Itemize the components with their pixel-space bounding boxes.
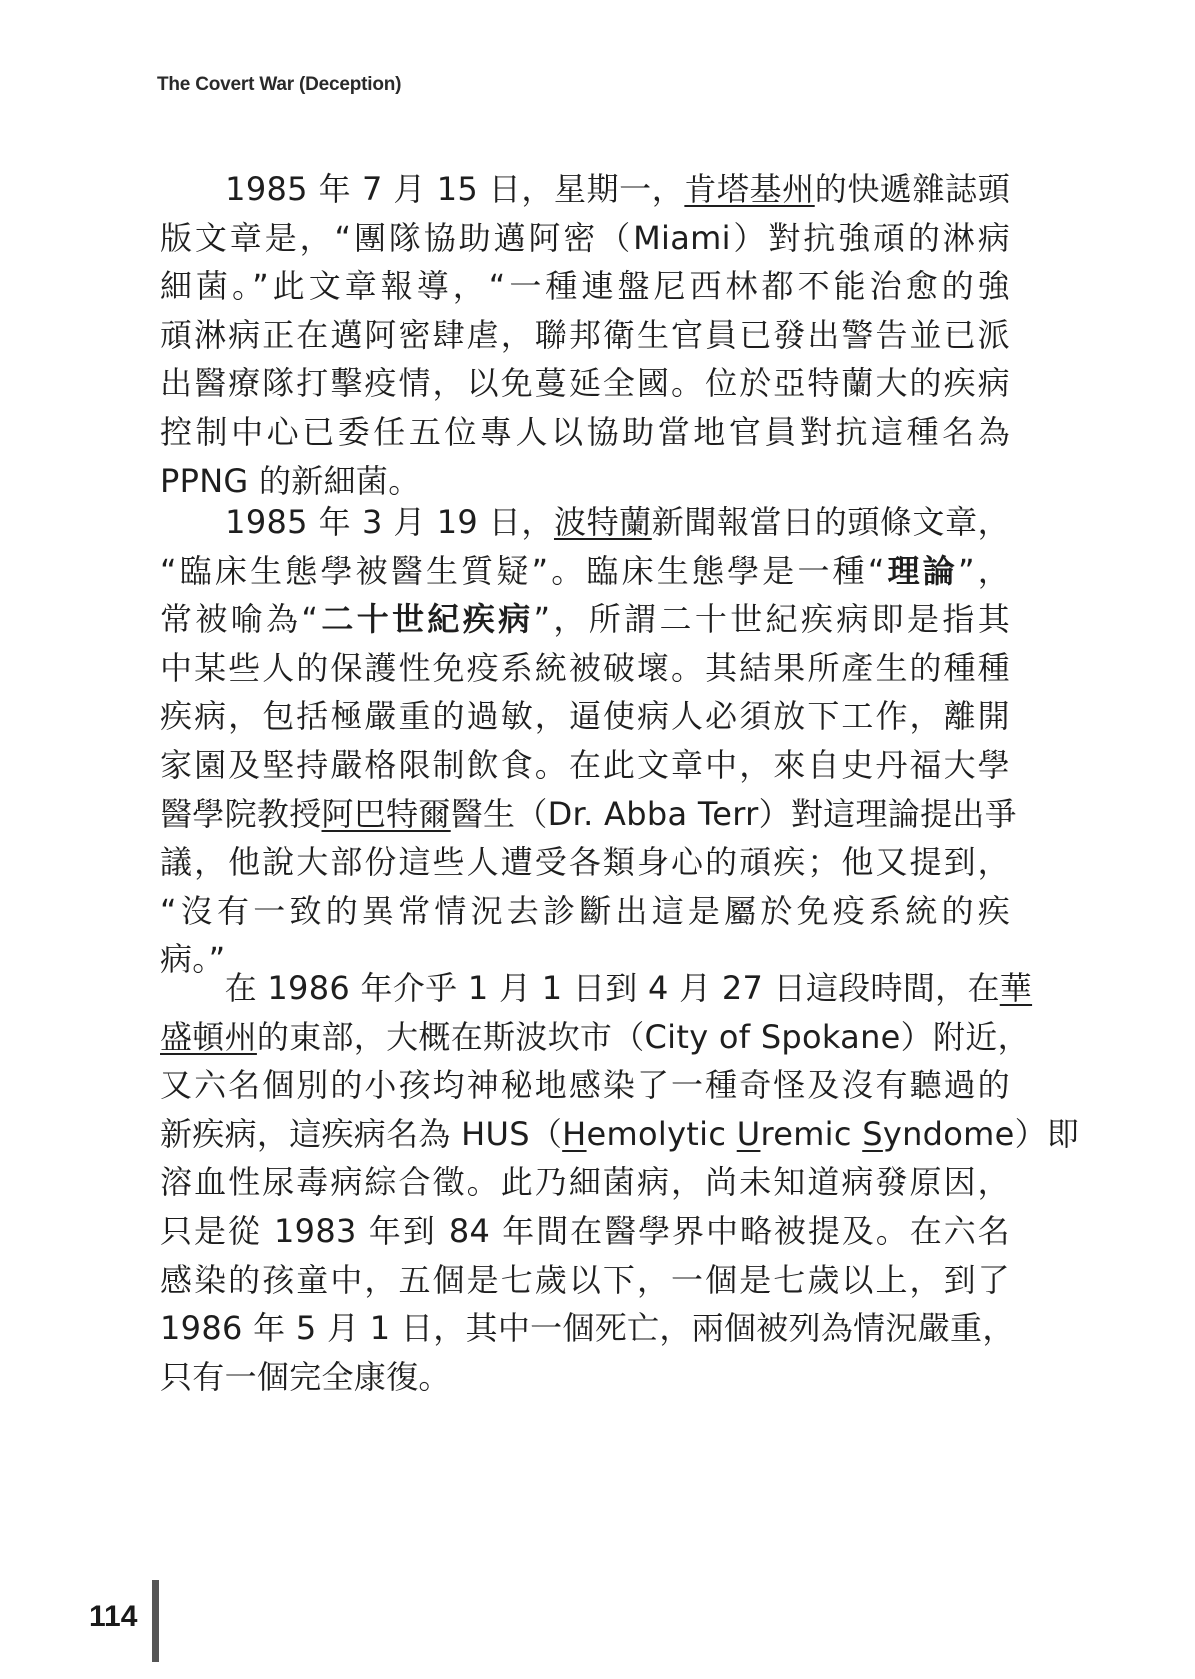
text-run: remic: [760, 1114, 863, 1153]
text-run: 疾病，包括極嚴重的過敏，逼使病人必須放下工作，離開: [160, 697, 1010, 736]
text-line: [160, 547, 1010, 596]
text-run: 控制中心已委任五位專人以協助當地官員對抗這種名為: [160, 412, 1010, 451]
bold-term: 二十世紀疾病: [318, 600, 534, 639]
paragraph-1: [160, 165, 1010, 505]
text-run: 1985 年 7 月 15 日，星期一，: [160, 170, 685, 208]
text-run: 醫生（Dr. Abba Terr）對這理論提出爭: [450, 794, 1017, 833]
paragraph-3: [160, 964, 1080, 1401]
page-number: 114: [89, 1600, 138, 1633]
text-line: [160, 1158, 1010, 1207]
underlined-term: 波特蘭: [553, 503, 652, 541]
text-line: [160, 741, 1010, 790]
text-line: [160, 644, 1010, 693]
text-line: [160, 1061, 1010, 1110]
text-line: [160, 595, 1010, 644]
text-run: 中某些人的保護性免疫系統被破壞。其結果所產生的種種: [160, 648, 1010, 687]
text-line: [160, 1353, 1010, 1402]
running-header: The Covert War (Deception): [157, 74, 402, 95]
text-run: 家園及堅持嚴格限制飲食。在此文章中，來自史丹福大學: [160, 745, 1010, 784]
underlined-term: 盛頓州: [160, 1017, 257, 1056]
text-line: [160, 1304, 1015, 1353]
text-run: ”，所謂二十世紀疾病即是指其: [533, 600, 1010, 639]
text-run: PPNG 的新細菌。: [160, 461, 421, 500]
text-run: 頑淋病正在邁阿密肆虐，聯邦衛生官員已發出警告並已派: [160, 315, 1010, 354]
underlined-term: H: [562, 1114, 587, 1153]
text-run: emolytic: [586, 1114, 737, 1153]
text-line: [160, 1013, 1030, 1062]
text-line: [160, 887, 1010, 936]
text-run: 病。”: [160, 940, 226, 979]
text-run: 只有一個完全康復。: [160, 1357, 451, 1396]
text-run: 議，他說大部份這些人遭受各類身心的頑疾；他又提到，: [160, 843, 1010, 882]
text-run: 又六名個別的小孩均神秘地感染了一種奇怪及沒有聽過的: [160, 1066, 1010, 1105]
underlined-term: S: [862, 1114, 883, 1153]
text-line: [160, 359, 1010, 408]
text-run: “臨床生態學被醫生質疑”。臨床生態學是一種“: [160, 551, 885, 590]
text-run: 新聞報當日的頭條文章，: [651, 503, 1010, 541]
text-run: “沒有一致的異常情況去診斷出這是屬於免疫系統的疾: [160, 891, 1010, 930]
text-run: 感染的孩童中，五個是七歲以下，一個是七歲以上，到了: [160, 1260, 1010, 1299]
text-line: [160, 692, 1010, 741]
paragraph-2: [160, 498, 1017, 984]
text-line: [160, 1207, 1010, 1256]
text-run: 細菌。”此文章報導，“一種連盤尼西林都不能治愈的強: [160, 267, 1010, 306]
bold-term: 理論: [884, 551, 958, 590]
underlined-term: U: [736, 1114, 761, 1153]
text-run: 常被喻為“: [160, 600, 319, 639]
text-run: 溶血性尿毒病綜合徵。此乃細菌病，尚未知道病發原因，: [160, 1163, 1010, 1202]
text-line: [160, 498, 1010, 547]
text-run: 在 1986 年介乎 1 月 1 日到 4 月 27 日這段時間，在: [160, 969, 1000, 1007]
text-line: [160, 408, 1010, 457]
text-line: [160, 964, 1033, 1013]
text-run: 只是從 1983 年到 84 年間在醫學界中略被提及。在六名: [160, 1211, 1010, 1250]
text-run: 出醫療隊打擊疫情，以免蔓延全國。位於亞特蘭大的疾病: [160, 364, 1010, 403]
text-run: 1985 年 3 月 19 日，: [160, 503, 554, 541]
text-line: [160, 311, 1010, 360]
text-run: 新疾病，這疾病名為 HUS（: [160, 1114, 563, 1153]
text-line: [160, 1110, 1080, 1159]
text-line: [160, 1256, 1010, 1305]
underlined-term: 華: [999, 969, 1033, 1007]
underlined-term: 肯塔基州: [684, 170, 815, 208]
text-line: [160, 790, 1017, 839]
text-run: 醫學院教授: [160, 794, 322, 833]
text-run: 版文章是，“團隊協助邁阿密（Miami）對抗強頑的淋病: [160, 218, 1010, 257]
text-line: [160, 165, 1010, 214]
text-line: [160, 214, 1010, 263]
text-run: 的快遞雜誌頭: [814, 170, 1010, 208]
underlined-term: 阿巴特爾: [321, 794, 451, 833]
text-line: [160, 838, 1010, 887]
text-run: ”，: [957, 551, 1010, 590]
text-line: [160, 262, 1010, 311]
page-number-rule: [152, 1580, 159, 1662]
text-run: 的東部，大概在斯波坎市（City of Spokane）附近，: [256, 1017, 1030, 1056]
text-run: 1986 年 5 月 1 日，其中一個死亡，兩個被列為情況嚴重，: [160, 1309, 1015, 1348]
text-run: yndome）即: [882, 1114, 1080, 1153]
